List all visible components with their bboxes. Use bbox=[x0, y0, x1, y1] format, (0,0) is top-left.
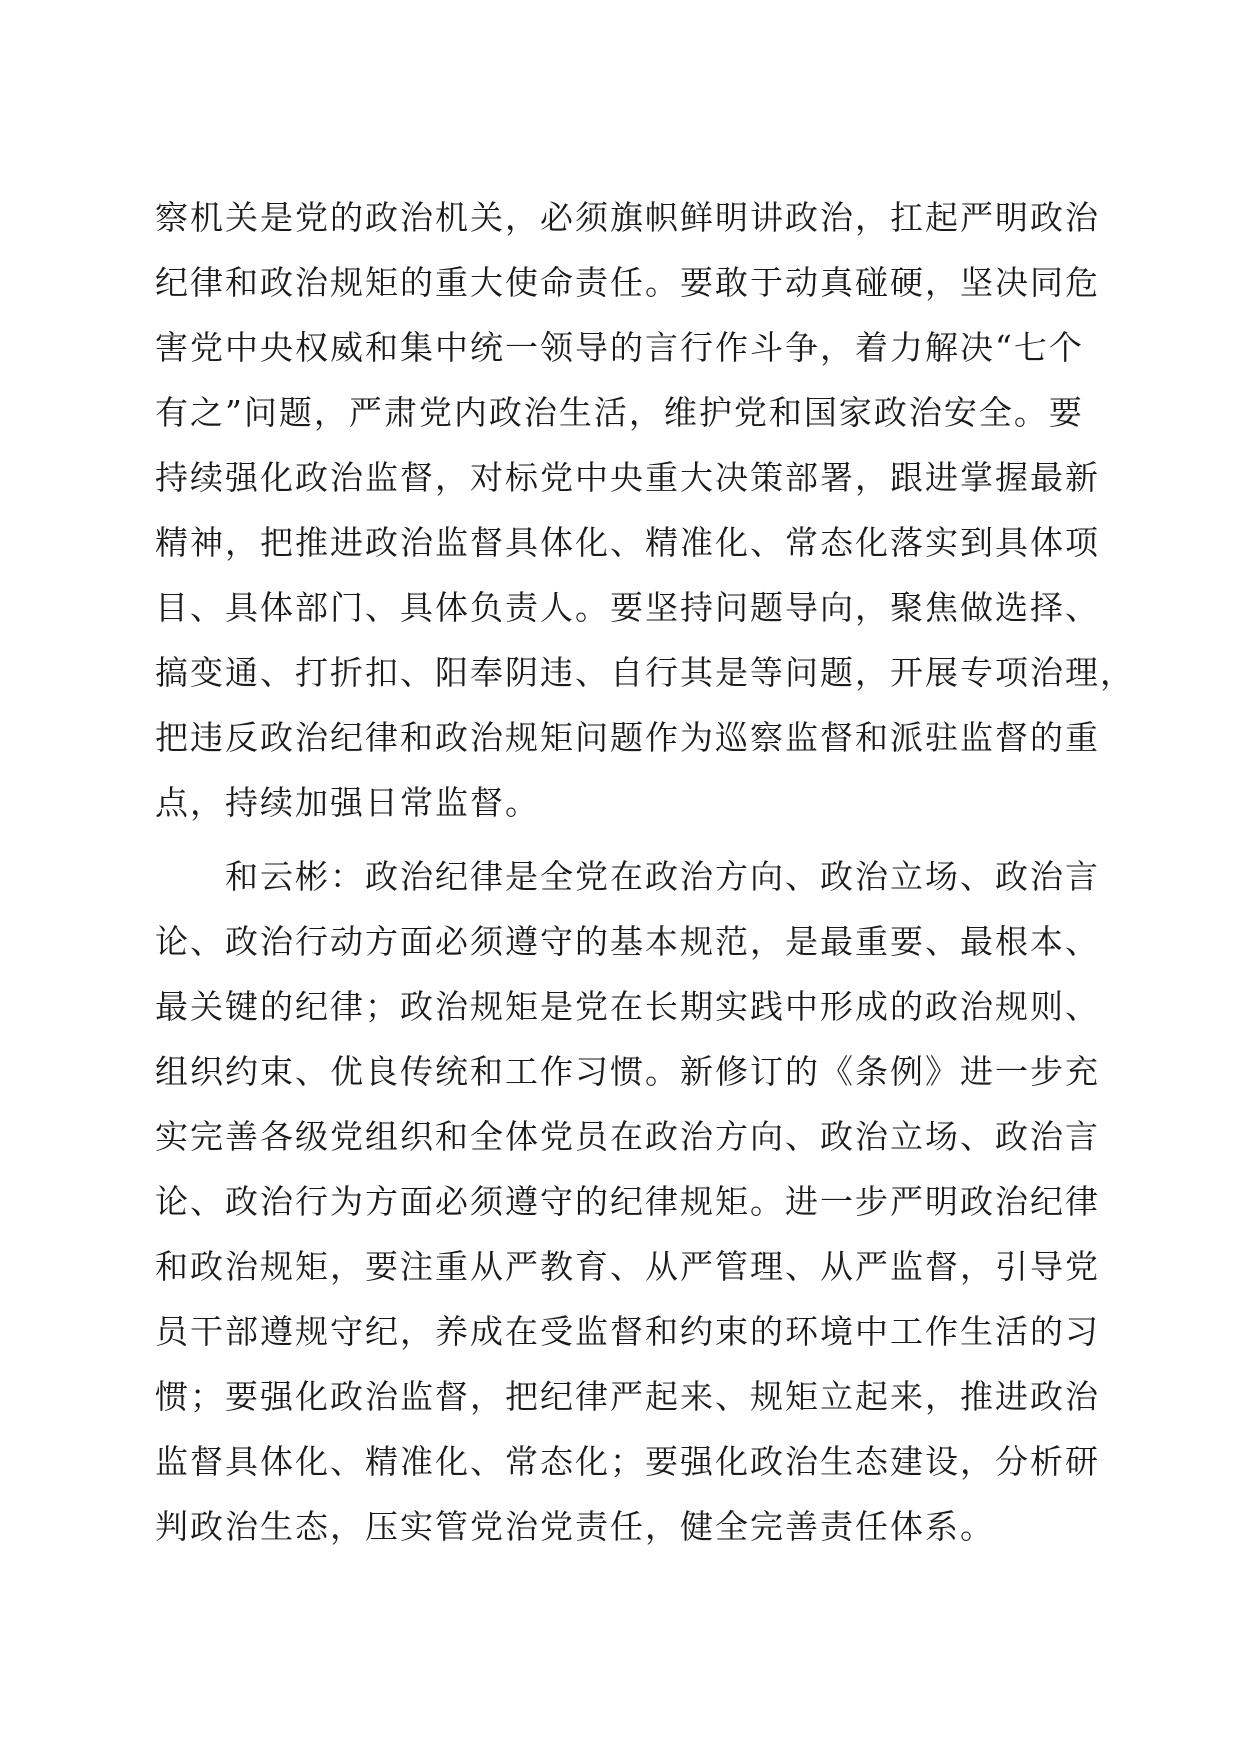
text-line: 最关键的纪律；政治规矩是党在长期实践中形成的政治规则、 bbox=[155, 987, 1100, 1026]
paragraph-spacer bbox=[155, 835, 1075, 844]
paragraph-2 bbox=[155, 844, 1100, 1559]
text-line: 判政治生态，压实管党治党责任，健全完善责任体系。 bbox=[155, 1507, 995, 1546]
text-line: 论、政治行动方面必须遵守的基本规范，是最重要、最根本、 bbox=[155, 922, 1100, 961]
text-line: 纪律和政治规矩的重大使命责任。要敢于动真碰硬，坚决同危 bbox=[155, 263, 1100, 302]
text-line: 和政治规矩，要注重从严教育、从严管理、从严监督，引导党 bbox=[155, 1247, 1100, 1286]
text-line: 搞变通、打折扣、阳奉阴违、自行其是等问题，开展专项治理， bbox=[155, 653, 1135, 692]
text-line: 把违反政治纪律和政治规矩问题作为巡察监督和派驻监督的重 bbox=[155, 718, 1100, 757]
text-line: 害党中央权威和集中统一领导的言行作斗争，着力解决“七个 bbox=[155, 328, 1084, 367]
text-line: 和云彬：政治纪律是全党在政治方向、政治立场、政治言 bbox=[155, 857, 1100, 896]
text-line: 论、政治行为方面必须遵守的纪律规矩。进一步严明政治纪律 bbox=[155, 1182, 1100, 1221]
text-line: 组织约束、优良传统和工作习惯。新修订的《条例》进一步充 bbox=[155, 1052, 1100, 1091]
paragraph-1 bbox=[155, 185, 1135, 835]
text-line: 员干部遵规守纪，养成在受监督和约束的环境中工作生活的习 bbox=[155, 1312, 1100, 1351]
text-line: 实完善各级党组织和全体党员在政治方向、政治立场、政治言 bbox=[155, 1117, 1100, 1156]
text-line: 持续强化政治监督，对标党中央重大决策部署，跟进掌握最新 bbox=[155, 458, 1100, 497]
text-line: 有之”问题，严肃党内政治生活，维护党和国家政治安全。要 bbox=[155, 393, 1084, 432]
text-line: 目、具体部门、具体负责人。要坚持问题导向，聚焦做选择、 bbox=[155, 588, 1100, 627]
text-line: 监督具体化、精准化、常态化；要强化政治生态建设，分析研 bbox=[155, 1442, 1100, 1481]
text-line: 惯；要强化政治监督，把纪律严起来、规矩立起来，推进政治 bbox=[155, 1377, 1100, 1416]
text-line: 察机关是党的政治机关，必须旗帜鲜明讲政治，扛起严明政治 bbox=[155, 198, 1100, 237]
text-line: 点，持续加强日常监督。 bbox=[155, 783, 540, 822]
text-line: 精神，把推进政治监督具体化、精准化、常态化落实到具体项 bbox=[155, 523, 1100, 562]
document-body bbox=[155, 185, 1135, 1559]
